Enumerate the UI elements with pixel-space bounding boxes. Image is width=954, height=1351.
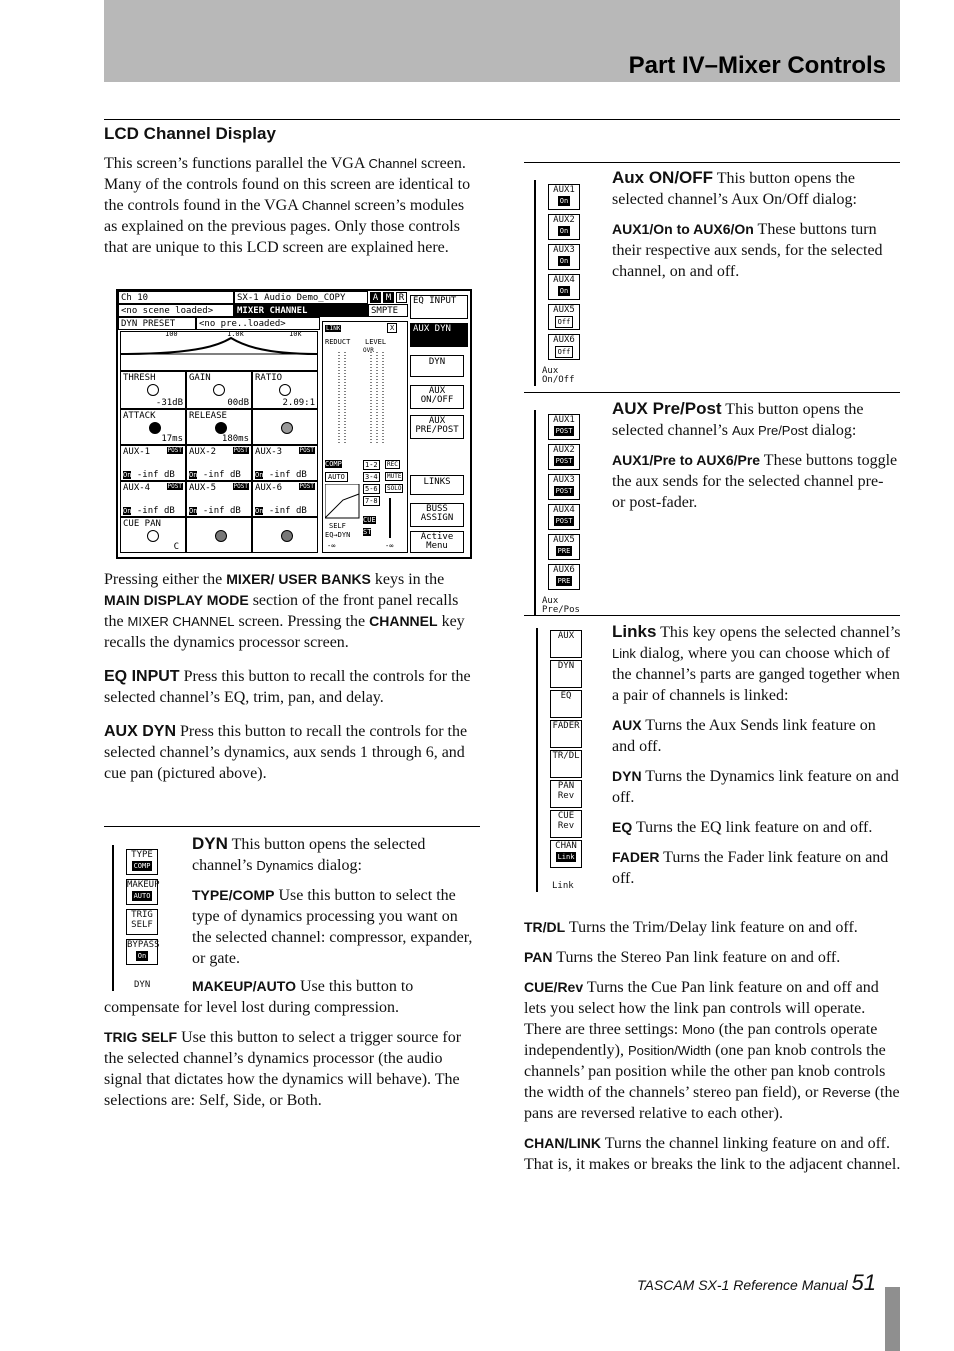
part-title: Part IV–Mixer Controls xyxy=(628,52,886,79)
onoff-aux1: AUX1 On xyxy=(548,184,580,210)
aux-prepost-strip-image xyxy=(534,410,596,616)
lcd-aux4: AUX-4 POST On -inf dB xyxy=(120,481,186,517)
prepost-aux2: AUX2 POST xyxy=(548,444,580,470)
lcd-comp-curve xyxy=(325,484,361,520)
aux-dyn-heading: AUX DYN xyxy=(104,723,177,740)
prepost-strip-label: Aux Pre/Pos xyxy=(542,596,580,615)
onoff-aux4: AUX4 On xyxy=(548,274,580,300)
lcd-btn-buss-assign: BUSS ASSIGN xyxy=(410,503,464,527)
links-text-lower: TR/DL Turns the Trim/Delay link feature on and off. PAN Turns the Stereo Pan link feature on and off. CUE/Rev Turns the Cue Pan link feature on and off and lets you select how the link pan controls will operate. There are three settings: Mono (the pan controls operate independently), Position/Width (one pan knob controls the channels’ pan position while the other pan knob controls the width of the channels’ stereo pan field), or Reverse (the pans are reversed relative to each other). CHAN/LINK Turns the channel linking feature on and off. That is, it makes or breaks the link to the adjacent channel. xyxy=(524,919,901,1173)
dyn-text: DYN This button opens the selected channel’s Dynamics dialog: TYPE/COMP Use this button to select the type of dynamics processing you want on the selected channel: compressor, expander, or gate. xyxy=(192,834,473,967)
link-chan: CHAN Link xyxy=(550,840,582,868)
lcd-btn-eq-input: EQ INPUT xyxy=(410,295,468,319)
lcd-empty-knob xyxy=(252,409,318,445)
links-strip-image xyxy=(536,628,596,892)
onoff-aux6: AUX6 Off xyxy=(548,334,580,360)
onoff-strip-label: Aux On/Off xyxy=(542,366,575,385)
lcd-btn-aux-onoff: AUX ON/OFF xyxy=(410,385,464,409)
onoff-aux2: AUX2 On xyxy=(548,214,580,240)
lcd-fader xyxy=(389,498,391,538)
header-banner xyxy=(104,0,900,82)
dyn-bypass-button: BYPASS On xyxy=(126,939,158,965)
link-dyn: DYN xyxy=(550,660,582,688)
lcd-freq-10k: 10k xyxy=(289,331,302,338)
lcd-btn-links: LINKS xyxy=(410,475,464,495)
dyn-rule xyxy=(104,826,480,827)
lcd-preset-label: DYN PRESET xyxy=(118,317,196,330)
lcd-screen-name: MIXER CHANNEL xyxy=(234,304,368,317)
lcd-aux1: AUX-1 POST On -inf dB xyxy=(120,445,186,481)
makeup-text: MAKEUP/AUTO Use this button to compensate for level lost during compression. TRIG SELF Use this button to select a trigger source for the selected channel’s dynamics processor (the audio signal that dictates how the dynamics will behave). The selections are: Self, Side, or Both. xyxy=(104,978,462,1109)
prepost-aux5: AUX5 PRE xyxy=(548,534,580,560)
lcd-mode-a: A xyxy=(370,292,381,303)
link-trdl: TR/DL xyxy=(550,750,582,778)
lcd-aux3: AUX-3 POST On -inf dB xyxy=(252,445,318,481)
lcd-eq-graph xyxy=(121,332,317,370)
links-text: Links This key opens the selected channel’s Link dialog, where you can choose which of the channel’s parts are ganged together when a pair of channels is linked: AUX Turns the Aux Sends link feature on and off. DYN Turns the Dynamics link feature on and off. EQ Turns the EQ link feature on and off. FADER Turns the Fader link feature on and off. xyxy=(612,622,901,887)
lcd-screen-image xyxy=(116,289,472,559)
link-cue: CUE Rev xyxy=(550,810,582,838)
lcd-empty-2 xyxy=(252,517,318,553)
link-fader: FADER xyxy=(550,720,582,748)
lcd-ch: Ch 10 xyxy=(118,291,234,304)
aux-onoff-text: Aux ON/OFF This button opens the selected channel’s Aux On/Off dialog: AUX1/On to AUX6/On These buttons turn their respective aux sends, for the selected channel, on and off. xyxy=(612,168,883,280)
lcd-mode-r: R xyxy=(396,292,407,303)
aux-prepost-text: AUX Pre/Post This button opens the selected channel’s Aux Pre/Post dialog: AUX1/Pre to AUX6/Pre These buttons toggle the aux sends for the selected channel pre- or post-fader. xyxy=(612,399,898,511)
lcd-empty-1 xyxy=(186,517,252,553)
page-number: 51 xyxy=(851,1270,876,1295)
lcd-btn-aux-dyn: AUX DYN xyxy=(410,323,468,347)
page-footer xyxy=(637,1270,876,1296)
lcd-btn-aux-prepost: AUX PRE/POST xyxy=(410,415,464,439)
onoff-aux5: AUX5 Off xyxy=(548,304,580,330)
lcd-project: SX-1 Audio Demo_COPY xyxy=(234,291,368,304)
manual-title: TASCAM SX-1 Reference Manual xyxy=(637,1277,852,1293)
left-text-middle: Pressing either the MIXER/ USER BANKS keys in the MAIN DISPLAY MODE section of the front panel recalls the MIXER CHANNEL screen. Pressing the CHANNEL key recalls the dynamics processor screen. EQ INPUT Press this button to recall the controls for the selected channel’s EQ, trim, pan, and delay. AUX DYN Press this button to recall the controls for the selected channel’s dynamics, aux sends 1 through 6, and cue pan (pictured above). xyxy=(104,571,471,782)
eq-input-heading: EQ INPUT xyxy=(104,668,180,685)
lcd-cue-pan: CUE PAN C xyxy=(120,517,186,553)
aux-prepost-rule xyxy=(524,392,900,393)
lcd-btn-dyn: DYN xyxy=(410,355,464,377)
lcd-gain: GAIN 00dB xyxy=(186,371,252,409)
links-rule xyxy=(524,615,900,616)
onoff-aux3: AUX3 On xyxy=(548,244,580,270)
intro-text: This screen’s functions parallel the VGA Channel screen. Many of the controls found on this screen are identical to the controls found in the VGA Channel screen’s modules as explained on the previous pages. Only those controls that are unique to this LCD screen are explained here. xyxy=(104,155,471,256)
lcd-freq-100: 100 xyxy=(165,331,178,338)
link-pan: PAN Rev xyxy=(550,780,582,808)
lcd-smpte: SMPTE xyxy=(368,304,408,317)
link-aux: AUX xyxy=(550,630,582,658)
lcd-meter-panel: LINK X REDUCT LEVEL OVR COMP AUTO SELF EQ→DYN -∞ 1-2 3-4 5-6 7-8 CUE ST REC MUTE SOLO -∞ xyxy=(322,321,408,553)
lcd-mode-m: M xyxy=(383,292,394,303)
lcd-preset-value: <no pre..loaded> xyxy=(196,317,320,330)
link-eq: EQ xyxy=(550,690,582,718)
links-strip-label: Link xyxy=(552,881,574,891)
lcd-attack: ATTACK 17ms xyxy=(120,409,186,445)
lcd-scene: <no scene loaded> xyxy=(118,304,234,317)
dyn-type-button: TYPE COMP xyxy=(126,849,158,875)
aux-onoff-rule xyxy=(524,162,900,163)
section-rule xyxy=(104,119,900,120)
lcd-ratio: RATIO 2.09:1 xyxy=(252,371,318,409)
lcd-meter-scale xyxy=(323,348,407,448)
lcd-eq-curve xyxy=(120,331,318,371)
dyn-trig-button: TRIG SELF xyxy=(126,909,158,935)
lcd-aux6: AUX-6 POST On -inf dB xyxy=(252,481,318,517)
prepost-aux3: AUX3 POST xyxy=(548,474,580,500)
lcd-aux2: AUX-2 POST On -inf dB xyxy=(186,445,252,481)
aux-onoff-strip-image xyxy=(534,180,596,386)
dyn-makeup-button: MAKEUP AUTO xyxy=(126,879,158,905)
lcd-aux5: AUX-5 POST On -inf dB xyxy=(186,481,252,517)
page-edge-tab xyxy=(885,1287,900,1351)
lcd-release: RELEASE 180ms xyxy=(186,409,252,445)
prepost-aux6: AUX6 PRE xyxy=(548,564,580,590)
prepost-aux4: AUX4 POST xyxy=(548,504,580,530)
lcd-thresh: THRESH -31dB xyxy=(120,371,186,409)
lcd-btn-active-menu: Active Menu xyxy=(410,531,464,553)
dyn-strip-label: DYN xyxy=(134,980,151,990)
section-title: LCD Channel Display xyxy=(104,124,276,143)
lcd-freq-1k: 1.0k xyxy=(227,331,244,338)
dyn-strip-image xyxy=(112,845,178,991)
prepost-aux1: AUX1 POST xyxy=(548,414,580,440)
